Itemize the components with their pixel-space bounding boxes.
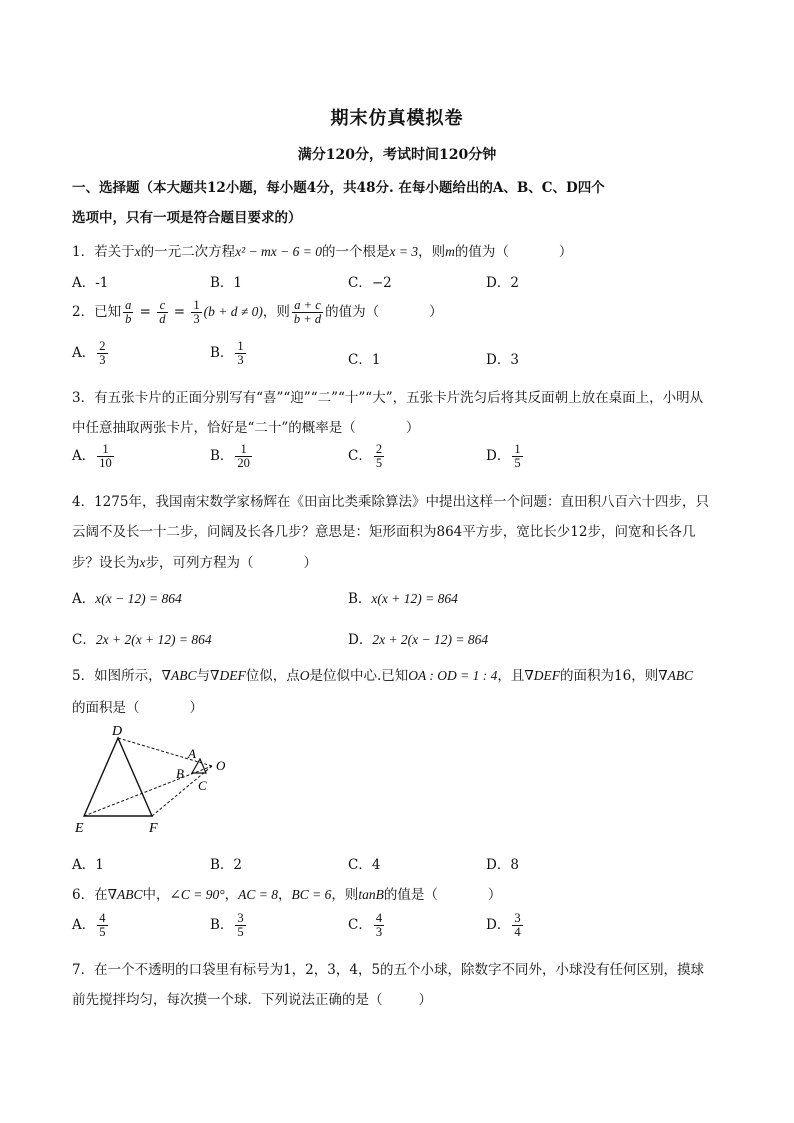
label-c: C bbox=[198, 778, 207, 793]
question-7-line1: 7．在一个不透明的口袋里有标号为1，2，3，4，5的五个小球，除数字不同外，小球没有任何区别，摸球 bbox=[72, 962, 705, 978]
homothety-figure bbox=[70, 722, 250, 840]
label-f: F bbox=[149, 821, 158, 836]
q2-option-a: A． $\frac{2}{3}$ bbox=[72, 339, 106, 367]
q5-option-c: C．4 bbox=[348, 857, 381, 873]
q3-option-c: C． $\frac{2}{5}$ bbox=[348, 442, 383, 470]
q5-option-a: A．1 bbox=[72, 857, 104, 873]
label-e: E bbox=[75, 821, 84, 836]
q3-option-d: D． $\frac{1}{5}$ bbox=[486, 442, 521, 470]
q4-option-a: A．x(x − 12) = 864 bbox=[72, 591, 182, 607]
q1-option-c: C．−2 bbox=[348, 275, 392, 291]
q2-option-b: B． $\frac{1}{3}$ bbox=[210, 339, 244, 367]
q1-option-d: D．2 bbox=[486, 275, 519, 291]
question-4-line1: 4．1275年，我国南宋数学家杨辉在《田亩比类乘除算法》中提出这样一个问题：直田积八百六十四步，只 bbox=[72, 494, 709, 510]
question-5-line2: 的面积是（ ） bbox=[72, 700, 203, 716]
label-o: O bbox=[216, 758, 226, 773]
question-2: 2．已知 $\frac{a}{b}$ = $\frac{c}{d}$ = $\frac{1}{3}$ (b + d ≠ 0)，则 $\frac{a + c}{b + d}$ 的值为（ ） bbox=[72, 298, 443, 326]
label-a: A bbox=[188, 746, 196, 761]
page-subtitle: 满分120分，考试时间120分钟 bbox=[297, 147, 497, 163]
question-1: 1．若关于x的一元二次方程x² − mx − 6 = 0的一个根是x = 3，则m的值为（ ） bbox=[72, 244, 573, 260]
triangle-abc bbox=[192, 759, 206, 773]
q6-option-a: A． $\frac{4}{5}$ bbox=[72, 911, 106, 939]
q6-option-d: D． $\frac{3}{4}$ bbox=[486, 911, 521, 939]
section-heading-line2: 选项中，只有一项是符合题目要求的） bbox=[72, 210, 302, 226]
question-3-line2: 中任意抽取两张卡片，恰好是“二十”的概率是（ ） bbox=[72, 420, 420, 436]
label-d: D bbox=[112, 724, 123, 739]
triangle-def bbox=[84, 738, 152, 816]
question-7-line2: 前先搅拌均匀，每次摸一个球．下列说法正确的是（ ） bbox=[72, 992, 432, 1008]
question-3-line1: 3．有五张卡片的正面分别写有“喜”“迎”“二”“十”“大”，五张卡片洗匀后将其反面朝上放在桌面上，小明从 bbox=[72, 390, 704, 406]
q6-option-c: C． $\frac{4}{3}$ bbox=[348, 911, 383, 939]
q5-option-b: B．2 bbox=[210, 857, 243, 873]
question-6: 6．在∇ABC中，∠C = 90°，AC = 8，BC = 6，则tanB的值是（ ） bbox=[72, 887, 502, 903]
q2-option-d: D．3 bbox=[486, 352, 519, 368]
q3-option-b: B． $\frac{1}{20}$ bbox=[210, 442, 250, 470]
q2-option-c: C．1 bbox=[348, 352, 381, 368]
q4-option-c: C．2x + 2(x + 12) = 864 bbox=[72, 632, 212, 648]
q1-option-a: A．-1 bbox=[72, 275, 109, 291]
q4-option-b: B．x(x + 12) = 864 bbox=[348, 591, 458, 607]
question-4-line2: 云阔不及长一十二步，问阔及长各几步？意思是：矩形面积为864平方步，宽比长少12步，问宽和长各几 bbox=[72, 524, 696, 540]
section-heading-line1: 一、选择题（本大题共12小题，每小题4分，共48分. 在每小题给出的A、B、C、D四个 bbox=[72, 180, 605, 196]
q3-option-a: A． $\frac{1}{10}$ bbox=[72, 442, 112, 470]
page-title: 期末仿真模拟卷 bbox=[330, 108, 464, 129]
question-4-line3: 步？设长为x步，可列方程为（ ） bbox=[72, 555, 317, 571]
label-b: B bbox=[176, 766, 184, 781]
question-5-line1: 5．如图所示，∇ABC与∇DEF位似，点O是位似中心.已知OA : OD = 1 : 4，且∇DEF的面积为16，则∇ABC bbox=[72, 668, 694, 684]
q1-option-b: B．1 bbox=[210, 275, 243, 291]
q6-option-b: B． $\frac{3}{5}$ bbox=[210, 911, 244, 939]
q5-option-d: D．8 bbox=[486, 857, 519, 873]
q4-option-d: D．2x + 2(x − 12) = 864 bbox=[348, 632, 489, 648]
